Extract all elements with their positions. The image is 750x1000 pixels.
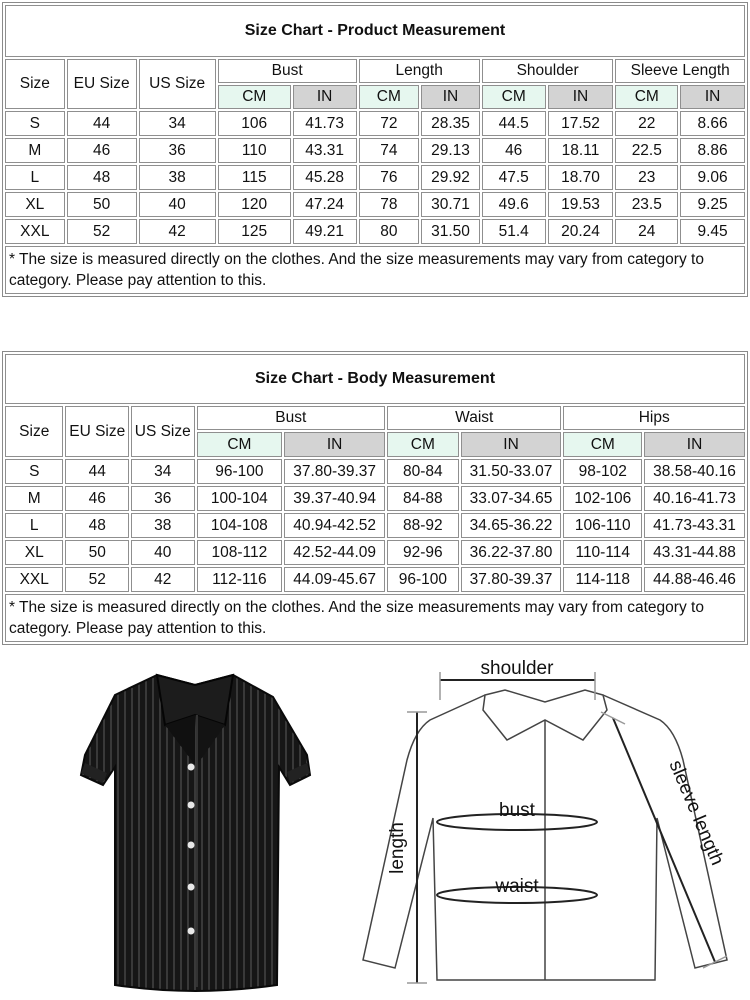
sleeve-in-cell: 8.86 xyxy=(680,138,745,163)
bust-cm-cell: 106 xyxy=(218,111,291,136)
shoulder-in-cell: 18.70 xyxy=(548,165,614,190)
group-waist-header: Waist xyxy=(387,406,561,430)
bust-in-cell: 47.24 xyxy=(293,192,357,217)
table-row xyxy=(5,111,745,136)
length-in-cell: 28.35 xyxy=(421,111,480,136)
shoulder-in-cell: 17.52 xyxy=(548,111,614,136)
hips-cm-cell: 98-102 xyxy=(563,459,642,484)
shoulder-cm-cell: 51.4 xyxy=(482,219,546,244)
eu-size-cell: 44 xyxy=(65,459,129,484)
group-bust-header: Bust xyxy=(197,406,386,430)
length-in-cell: 30.71 xyxy=(421,192,480,217)
shoulder-in-cell: 18.11 xyxy=(548,138,614,163)
hips-in-cell: 38.58-40.16 xyxy=(644,459,745,484)
col-us-size-header: US Size xyxy=(131,406,195,457)
us-size-cell: 36 xyxy=(139,138,216,163)
eu-size-cell: 44 xyxy=(67,111,137,136)
bust-cm-cell: 110 xyxy=(218,138,291,163)
shoulder-cm-cell: 49.6 xyxy=(482,192,546,217)
table-row xyxy=(5,138,745,163)
size-cell: S xyxy=(5,111,65,136)
bust-cm-cell: 100-104 xyxy=(197,486,283,511)
group-bust-header: Bust xyxy=(218,59,357,83)
us-size-cell: 38 xyxy=(139,165,216,190)
sleeve-cm-cell: 23.5 xyxy=(615,192,678,217)
size-cell: S xyxy=(5,459,63,484)
bust-in-cell: 41.73 xyxy=(293,111,357,136)
bust-in-cell: 37.80-39.37 xyxy=(284,459,385,484)
unit-cm-header: CM xyxy=(563,432,642,457)
unit-in-header: IN xyxy=(461,432,562,457)
bust-cm-cell: 125 xyxy=(218,219,291,244)
eu-size-cell: 46 xyxy=(67,138,137,163)
us-size-cell: 40 xyxy=(131,540,195,565)
measurement-diagram xyxy=(345,650,745,995)
sleeve-in-cell: 9.25 xyxy=(680,192,745,217)
size-cell: XL xyxy=(5,192,65,217)
hips-in-cell: 41.73-43.31 xyxy=(644,513,745,538)
col-size-header: Size xyxy=(5,59,65,109)
bust-in-cell: 45.28 xyxy=(293,165,357,190)
table-row xyxy=(5,459,745,484)
bust-label: bust xyxy=(499,800,535,821)
body-table-note: * The size is measured directly on the clothes. And the size measurements may vary from category to category. Please pay attention to this. xyxy=(5,594,745,642)
eu-size-cell: 48 xyxy=(67,165,137,190)
table-row xyxy=(5,540,745,565)
unit-in-header: IN xyxy=(680,85,745,109)
shoulder-cm-cell: 44.5 xyxy=(482,111,546,136)
sleeve-cm-cell: 23 xyxy=(615,165,678,190)
black-striped-shirt-image xyxy=(45,655,335,995)
shoulder-cm-cell: 47.5 xyxy=(482,165,546,190)
eu-size-cell: 50 xyxy=(65,540,129,565)
waist-label: waist xyxy=(495,876,539,897)
waist-cm-cell: 88-92 xyxy=(387,513,459,538)
size-cell: XXL xyxy=(5,567,63,592)
length-in-cell: 29.92 xyxy=(421,165,480,190)
bust-in-cell: 49.21 xyxy=(293,219,357,244)
bust-cm-cell: 104-108 xyxy=(197,513,283,538)
sleeve-in-cell: 9.06 xyxy=(680,165,745,190)
bust-in-cell: 39.37-40.94 xyxy=(284,486,385,511)
size-cell: XXL xyxy=(5,219,65,244)
unit-in-header: IN xyxy=(284,432,385,457)
length-cm-cell: 78 xyxy=(359,192,420,217)
bust-in-cell: 44.09-45.67 xyxy=(284,567,385,592)
bust-cm-cell: 108-112 xyxy=(197,540,283,565)
table-row xyxy=(5,219,745,244)
col-eu-size-header: EU Size xyxy=(65,406,129,457)
group-sleeve-length-header: Sleeve Length xyxy=(615,59,745,83)
length-in-cell: 31.50 xyxy=(421,219,480,244)
waist-in-cell: 36.22-37.80 xyxy=(461,540,562,565)
waist-cm-cell: 96-100 xyxy=(387,567,459,592)
unit-cm-header: CM xyxy=(197,432,283,457)
us-size-cell: 34 xyxy=(139,111,216,136)
bust-cm-cell: 115 xyxy=(218,165,291,190)
eu-size-cell: 52 xyxy=(67,219,137,244)
unit-cm-header: CM xyxy=(482,85,546,109)
size-cell: M xyxy=(5,138,65,163)
waist-in-cell: 33.07-34.65 xyxy=(461,486,562,511)
col-size-header: Size xyxy=(5,406,63,457)
us-size-cell: 42 xyxy=(139,219,216,244)
hips-in-cell: 40.16-41.73 xyxy=(644,486,745,511)
sleeve-in-cell: 8.66 xyxy=(680,111,745,136)
length-cm-cell: 72 xyxy=(359,111,420,136)
shoulder-label: shoulder xyxy=(480,658,554,679)
hips-cm-cell: 114-118 xyxy=(563,567,642,592)
length-cm-cell: 80 xyxy=(359,219,420,244)
hips-cm-cell: 106-110 xyxy=(563,513,642,538)
unit-cm-header: CM xyxy=(387,432,459,457)
bust-cm-cell: 112-116 xyxy=(197,567,283,592)
hips-in-cell: 43.31-44.88 xyxy=(644,540,745,565)
eu-size-cell: 48 xyxy=(65,513,129,538)
bust-in-cell: 43.31 xyxy=(293,138,357,163)
length-label: length xyxy=(387,822,408,874)
waist-in-cell: 34.65-36.22 xyxy=(461,513,562,538)
waist-cm-cell: 92-96 xyxy=(387,540,459,565)
eu-size-cell: 46 xyxy=(65,486,129,511)
product-measurement-table xyxy=(2,2,748,297)
waist-in-cell: 37.80-39.37 xyxy=(461,567,562,592)
eu-size-cell: 52 xyxy=(65,567,129,592)
length-cm-cell: 76 xyxy=(359,165,420,190)
shoulder-cm-cell: 46 xyxy=(482,138,546,163)
bust-cm-cell: 96-100 xyxy=(197,459,283,484)
shoulder-in-cell: 20.24 xyxy=(548,219,614,244)
unit-in-header: IN xyxy=(421,85,480,109)
sleeve-cm-cell: 22 xyxy=(615,111,678,136)
table-row xyxy=(5,513,745,538)
group-shoulder-header: Shoulder xyxy=(482,59,614,83)
size-cell: L xyxy=(5,165,65,190)
us-size-cell: 42 xyxy=(131,567,195,592)
product-table-title: Size Chart - Product Measurement xyxy=(5,5,745,57)
length-cm-cell: 74 xyxy=(359,138,420,163)
bust-cm-cell: 120 xyxy=(218,192,291,217)
size-cell: M xyxy=(5,486,63,511)
col-eu-size-header: EU Size xyxy=(67,59,137,109)
waist-in-cell: 31.50-33.07 xyxy=(461,459,562,484)
size-cell: L xyxy=(5,513,63,538)
size-cell: XL xyxy=(5,540,63,565)
hips-cm-cell: 102-106 xyxy=(563,486,642,511)
us-size-cell: 40 xyxy=(139,192,216,217)
table-row xyxy=(5,165,745,190)
us-size-cell: 38 xyxy=(131,513,195,538)
shoulder-in-cell: 19.53 xyxy=(548,192,614,217)
body-measurement-table xyxy=(2,351,748,645)
unit-in-header: IN xyxy=(548,85,614,109)
waist-cm-cell: 84-88 xyxy=(387,486,459,511)
table-row xyxy=(5,486,745,511)
hips-in-cell: 44.88-46.46 xyxy=(644,567,745,592)
unit-cm-header: CM xyxy=(218,85,291,109)
sleeve-in-cell: 9.45 xyxy=(680,219,745,244)
bust-in-cell: 40.94-42.52 xyxy=(284,513,385,538)
sleeve-length-label: sleeve length xyxy=(664,757,728,869)
us-size-cell: 36 xyxy=(131,486,195,511)
group-length-header: Length xyxy=(359,59,480,83)
bust-in-cell: 42.52-44.09 xyxy=(284,540,385,565)
col-us-size-header: US Size xyxy=(139,59,216,109)
us-size-cell: 34 xyxy=(131,459,195,484)
eu-size-cell: 50 xyxy=(67,192,137,217)
unit-cm-header: CM xyxy=(615,85,678,109)
hips-cm-cell: 110-114 xyxy=(563,540,642,565)
group-hips-header: Hips xyxy=(563,406,745,430)
table-row xyxy=(5,192,745,217)
body-table-title: Size Chart - Body Measurement xyxy=(5,354,745,404)
length-in-cell: 29.13 xyxy=(421,138,480,163)
unit-cm-header: CM xyxy=(359,85,420,109)
unit-in-header: IN xyxy=(644,432,745,457)
unit-in-header: IN xyxy=(293,85,357,109)
waist-cm-cell: 80-84 xyxy=(387,459,459,484)
table-row xyxy=(5,567,745,592)
sleeve-cm-cell: 24 xyxy=(615,219,678,244)
sleeve-cm-cell: 22.5 xyxy=(615,138,678,163)
product-table-note: * The size is measured directly on the clothes. And the size measurements may vary from category to category. Please pay attention to this. xyxy=(5,246,745,294)
